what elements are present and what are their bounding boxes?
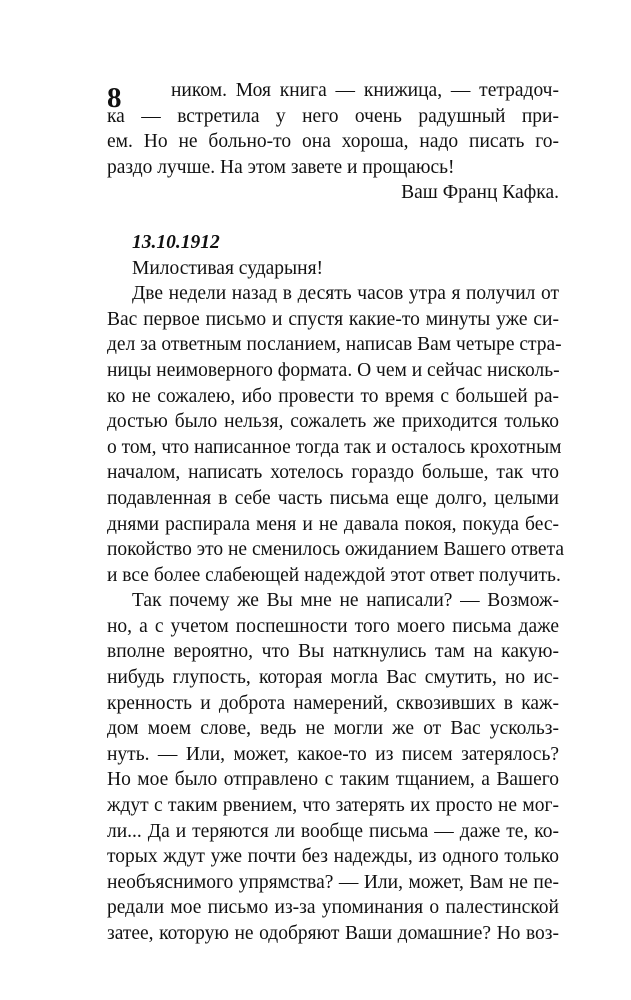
text-line: ко не сожалею, ибо провести то время с большей ра- <box>107 385 559 407</box>
text-line: вполне вероятно, что Вы наткнулись там на какую- <box>107 641 559 663</box>
letter-date: 13.10.1912 <box>132 231 220 253</box>
text-line: ждут с таким рвением, что затерять их просто не мог- <box>107 795 559 817</box>
paragraph-2 <box>107 588 559 946</box>
text-line: Две недели назад в десять часов утра я получил от <box>132 283 559 305</box>
text-line: дел за ответным посланием, написав Вам четыре стра- <box>107 334 562 356</box>
text-line: ницы неимоверного формата. О чем и сейчас нисколь- <box>107 359 560 381</box>
text-line: о том, что написанное тогда так и осталось крохотным <box>107 436 562 458</box>
text-line: покойство это не сменилось ожиданием Вашего ответа <box>107 539 565 561</box>
text-line: ка — встретила у него очень радушный при- <box>107 105 559 127</box>
text-line: торых ждут уже почти без надежды, из одного только <box>107 846 559 868</box>
text-line: необъяснимого упрямства? — Или, может, Вам не пе- <box>107 871 559 893</box>
text-line: раздо лучше. На этом завете и прощаюсь! <box>107 156 455 178</box>
text-line: Но мое было отправлено с таким тщанием, а Вашего <box>107 769 559 791</box>
text-line: нибудь глупость, которая могла Вас смутить, но ис- <box>107 667 559 689</box>
section-gap <box>107 206 559 230</box>
text-line: подавленная в себе часть письма еще долго, целыми <box>107 487 559 509</box>
text-line: достью было нельзя, сожалеть же приходится только <box>107 411 559 433</box>
text-line: дом моем слове, ведь не могли же от Вас ускольз- <box>107 718 559 740</box>
text-line: Вас первое письмо и спустя какие-то минуты уже си- <box>107 308 559 330</box>
paragraph-1 <box>107 281 565 588</box>
text-line: редали мое письмо из-за упоминания о палестинской <box>107 897 559 919</box>
text-line: затее, которую не одобряют Ваши домашние? Но воз- <box>107 923 559 944</box>
page-text <box>107 78 565 947</box>
text-line: Так почему же Вы мне не написали? — Возмож- <box>132 590 559 612</box>
salutation: Милостивая сударыня! <box>132 257 324 279</box>
signature: Ваш Франц Кафка. <box>401 182 559 204</box>
page-number: 8 <box>107 82 122 114</box>
top-paragraph <box>107 78 559 180</box>
text-line: ником. Моя книга — книжица, — тетрадоч- <box>171 80 559 101</box>
text-line: но, а с учетом поспешности того моего письма даже <box>107 615 559 637</box>
text-line: ем. Но не больно-то она хороша, надо писать го- <box>107 131 559 153</box>
text-line: днями распирала меня и не давала покоя, покуда бес- <box>107 513 559 535</box>
text-line: нуть. — Или, может, какое-то из писем затерялось? <box>107 743 559 765</box>
text-line: и все более слабеющей надеждой этот ответ получить. <box>107 564 561 586</box>
text-line: кренность и доброта намерений, сквозивших в каж- <box>107 692 559 714</box>
text-line: ли... Да и теряются ли вообще письма — даже те, ко- <box>107 820 559 842</box>
text-line: началом, написать хотелось гораздо больше, так что <box>107 462 559 484</box>
